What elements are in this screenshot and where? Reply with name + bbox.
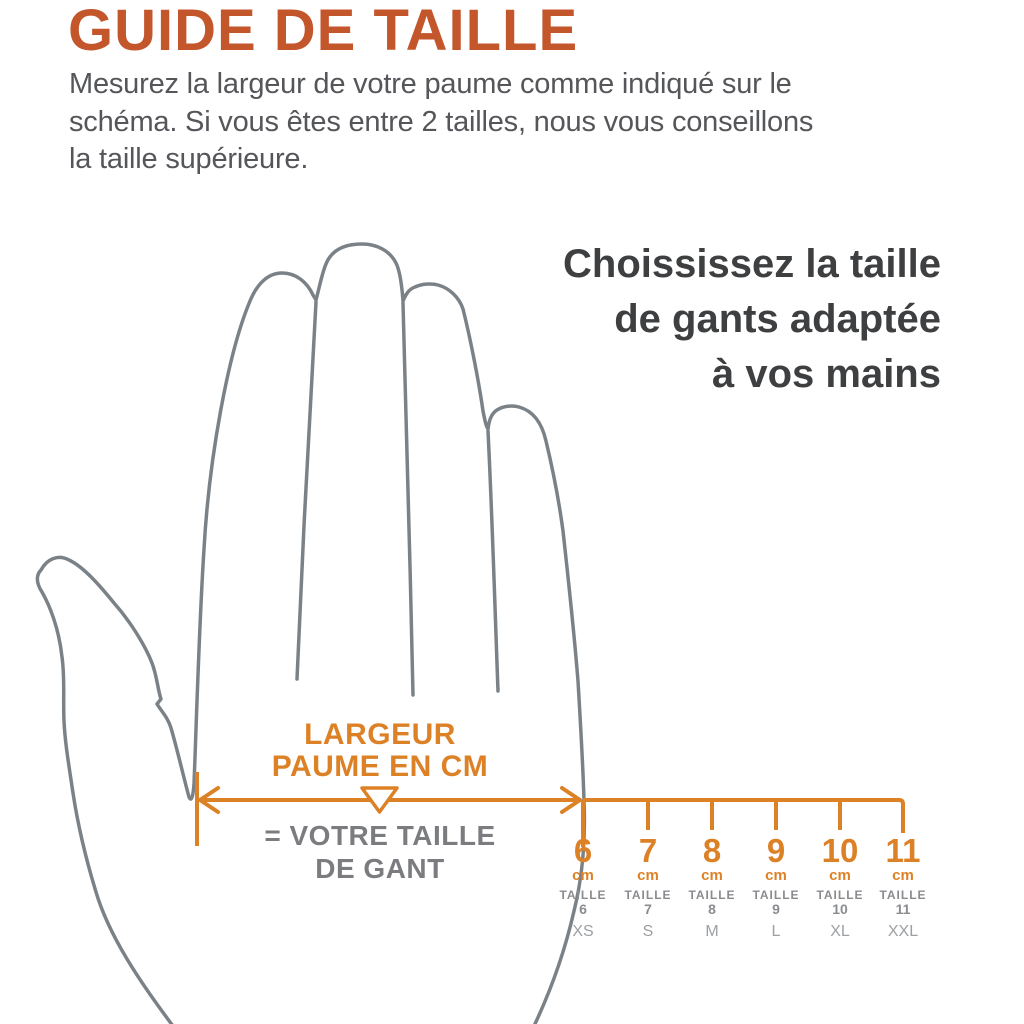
choose-size-heading-line-3: à vos mains bbox=[711, 352, 941, 396]
scale-cm-unit: cm bbox=[892, 867, 914, 884]
palm-width-label-line-1: LARGEUR bbox=[304, 718, 456, 751]
scale-size-word: TAILLE bbox=[879, 888, 927, 902]
scale-cm-unit: cm bbox=[701, 867, 723, 884]
scale-cm-unit: cm bbox=[637, 867, 659, 884]
scale-cm-value: 6 bbox=[573, 832, 593, 869]
glove-size-label-line-1: = VOTRE TAILLE bbox=[264, 820, 496, 851]
scale-cm-value: 7 bbox=[638, 832, 658, 869]
scale-size-letter: S bbox=[642, 923, 654, 940]
page-title: GUIDE DE TAILLE bbox=[68, 0, 579, 63]
scale-size-letter: XXL bbox=[887, 923, 919, 940]
scale-size-word: TAILLE bbox=[624, 888, 672, 902]
scale-size-number: 6 bbox=[579, 901, 587, 917]
choose-size-heading-line-1: Choississez la taille bbox=[563, 242, 941, 286]
intro-line-2: schéma. Si vous êtes entre 2 tailles, nous vous conseillons bbox=[69, 105, 814, 138]
choose-size-heading-line-2: de gants adaptée bbox=[614, 297, 941, 341]
palm-width-label bbox=[205, 719, 555, 783]
scale-cm-unit: cm bbox=[829, 867, 851, 884]
finger-crease-middle-ring bbox=[403, 303, 413, 695]
scale-cm-value: 9 bbox=[766, 832, 786, 869]
scale-item-11 bbox=[858, 832, 948, 940]
scale-size-number: 8 bbox=[708, 901, 716, 917]
scale-cm-value: 10 bbox=[821, 832, 859, 869]
scale-cm-value: 8 bbox=[702, 832, 722, 869]
scale-size-word: TAILLE bbox=[559, 888, 607, 902]
scale-size-word: TAILLE bbox=[688, 888, 736, 902]
scale-baseline bbox=[583, 800, 903, 833]
finger-crease-ring-pinky bbox=[488, 431, 498, 691]
scale-size-number: 9 bbox=[772, 901, 780, 917]
scale-size-letter: XL bbox=[830, 923, 850, 940]
scale-size-word: TAILLE bbox=[752, 888, 800, 902]
scale-cm-unit: cm bbox=[765, 867, 787, 884]
scale-cm-value: 11 bbox=[885, 832, 921, 869]
scale-size-letter: XS bbox=[572, 923, 594, 940]
glove-size-label bbox=[205, 819, 555, 885]
scale-size-word: TAILLE bbox=[816, 888, 864, 902]
scale-size-letter: L bbox=[771, 923, 781, 940]
intro-line-1: Mesurez la largeur de votre paume comme indiqué sur le bbox=[69, 68, 792, 100]
intro-line-3: la taille supérieure. bbox=[69, 143, 309, 175]
scale-size-number: 7 bbox=[644, 901, 652, 917]
glove-size-label-line-2: DE GANT bbox=[315, 853, 445, 884]
scale-cm-unit: cm bbox=[572, 867, 594, 884]
scale-size-letter: M bbox=[705, 923, 719, 940]
hand-outline bbox=[37, 244, 584, 1024]
scale-size-number: 11 bbox=[895, 901, 911, 917]
finger-crease-index-middle bbox=[297, 302, 316, 679]
scale-size-number: 10 bbox=[832, 901, 848, 917]
palm-width-label-line-2: PAUME EN CM bbox=[271, 750, 489, 783]
